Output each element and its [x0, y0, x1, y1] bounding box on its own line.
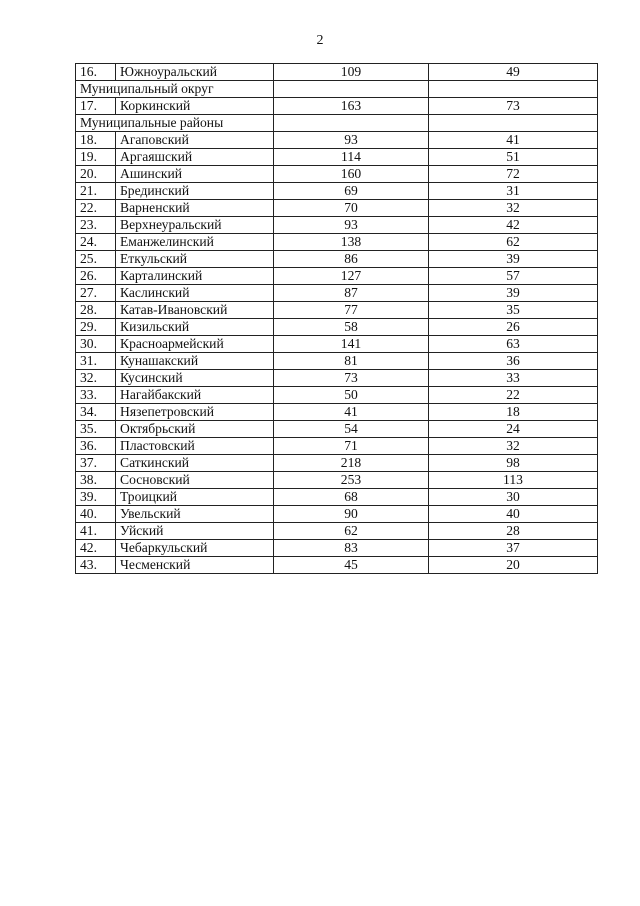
section-row: [76, 115, 598, 132]
district-name-cell: Каслинский: [116, 285, 274, 302]
district-name-cell: Троицкий: [116, 489, 274, 506]
value-1-cell: 73: [274, 370, 429, 387]
table-row: [76, 455, 598, 472]
table-row: [76, 200, 598, 217]
district-name-cell: Агаповский: [116, 132, 274, 149]
value-1-cell: 54: [274, 421, 429, 438]
row-number-cell: 27.: [76, 285, 116, 302]
row-number-cell: 21.: [76, 183, 116, 200]
district-name-cell: Южноуральский: [116, 64, 274, 81]
row-number-cell: 20.: [76, 166, 116, 183]
value-2-cell: 31: [429, 183, 598, 200]
district-name-cell: Брединский: [116, 183, 274, 200]
value-2-cell: 72: [429, 166, 598, 183]
table-row: [76, 251, 598, 268]
district-name-cell: Коркинский: [116, 98, 274, 115]
table-row: [76, 183, 598, 200]
district-name-cell: Аргаяшский: [116, 149, 274, 166]
row-number-cell: 29.: [76, 319, 116, 336]
table-row: [76, 98, 598, 115]
value-1-cell: 90: [274, 506, 429, 523]
value-2-cell: 57: [429, 268, 598, 285]
row-number-cell: 39.: [76, 489, 116, 506]
district-name-cell: Еткульский: [116, 251, 274, 268]
value-1-cell: 81: [274, 353, 429, 370]
row-number-cell: 31.: [76, 353, 116, 370]
table-body: [76, 64, 598, 574]
value-1-cell: 218: [274, 455, 429, 472]
row-number-cell: 30.: [76, 336, 116, 353]
value-2-cell: 28: [429, 523, 598, 540]
data-table: [75, 63, 598, 574]
table-row: [76, 438, 598, 455]
row-number-cell: 25.: [76, 251, 116, 268]
district-name-cell: Чебаркульский: [116, 540, 274, 557]
value-2-cell: 22: [429, 387, 598, 404]
row-number-cell: 17.: [76, 98, 116, 115]
value-2-cell: 24: [429, 421, 598, 438]
district-name-cell: Сосновский: [116, 472, 274, 489]
value-2-cell: 30: [429, 489, 598, 506]
row-number-cell: 38.: [76, 472, 116, 489]
table-row: [76, 302, 598, 319]
district-name-cell: Чесменский: [116, 557, 274, 574]
row-number-cell: 37.: [76, 455, 116, 472]
row-number-cell: 24.: [76, 234, 116, 251]
value-2-cell: 62: [429, 234, 598, 251]
value-2-cell: 113: [429, 472, 598, 489]
empty-cell: [429, 115, 598, 132]
table-row: [76, 472, 598, 489]
value-1-cell: 68: [274, 489, 429, 506]
value-2-cell: 33: [429, 370, 598, 387]
district-name-cell: Еманжелинский: [116, 234, 274, 251]
row-number-cell: 26.: [76, 268, 116, 285]
value-1-cell: 141: [274, 336, 429, 353]
section-label: Муниципальные районы: [76, 115, 274, 132]
row-number-cell: 36.: [76, 438, 116, 455]
value-1-cell: 71: [274, 438, 429, 455]
value-1-cell: 93: [274, 132, 429, 149]
district-name-cell: Нязепетровский: [116, 404, 274, 421]
value-1-cell: 41: [274, 404, 429, 421]
table-row: [76, 353, 598, 370]
value-1-cell: 58: [274, 319, 429, 336]
value-2-cell: 32: [429, 438, 598, 455]
row-number-cell: 16.: [76, 64, 116, 81]
district-name-cell: Кизильский: [116, 319, 274, 336]
district-name-cell: Красноармейский: [116, 336, 274, 353]
value-2-cell: 41: [429, 132, 598, 149]
value-2-cell: 49: [429, 64, 598, 81]
table-row: [76, 285, 598, 302]
table-row: [76, 166, 598, 183]
value-1-cell: 138: [274, 234, 429, 251]
value-1-cell: 83: [274, 540, 429, 557]
table-row: [76, 64, 598, 81]
empty-cell: [274, 81, 429, 98]
section-row: [76, 81, 598, 98]
value-2-cell: 18: [429, 404, 598, 421]
row-number-cell: 42.: [76, 540, 116, 557]
table-row: [76, 132, 598, 149]
value-1-cell: 163: [274, 98, 429, 115]
row-number-cell: 18.: [76, 132, 116, 149]
table-row: [76, 421, 598, 438]
value-2-cell: 98: [429, 455, 598, 472]
value-1-cell: 69: [274, 183, 429, 200]
value-1-cell: 62: [274, 523, 429, 540]
section-label: Муниципальный округ: [76, 81, 274, 98]
table-row: [76, 149, 598, 166]
row-number-cell: 19.: [76, 149, 116, 166]
district-name-cell: Пластовский: [116, 438, 274, 455]
value-2-cell: 36: [429, 353, 598, 370]
value-2-cell: 35: [429, 302, 598, 319]
value-2-cell: 51: [429, 149, 598, 166]
value-1-cell: 160: [274, 166, 429, 183]
district-name-cell: Октябрьский: [116, 421, 274, 438]
table-row: [76, 217, 598, 234]
district-name-cell: Уйский: [116, 523, 274, 540]
value-1-cell: 109: [274, 64, 429, 81]
table-row: [76, 489, 598, 506]
value-2-cell: 20: [429, 557, 598, 574]
table-row: [76, 336, 598, 353]
row-number-cell: 41.: [76, 523, 116, 540]
table-row: [76, 370, 598, 387]
value-2-cell: 40: [429, 506, 598, 523]
table-row: [76, 557, 598, 574]
value-2-cell: 37: [429, 540, 598, 557]
row-number-cell: 34.: [76, 404, 116, 421]
row-number-cell: 33.: [76, 387, 116, 404]
row-number-cell: 28.: [76, 302, 116, 319]
value-2-cell: 39: [429, 251, 598, 268]
value-1-cell: 50: [274, 387, 429, 404]
district-name-cell: Карталинский: [116, 268, 274, 285]
value-2-cell: 32: [429, 200, 598, 217]
district-name-cell: Саткинский: [116, 455, 274, 472]
table-row: [76, 319, 598, 336]
district-name-cell: Верхнеуральский: [116, 217, 274, 234]
district-name-cell: Нагайбакский: [116, 387, 274, 404]
value-1-cell: 77: [274, 302, 429, 319]
table-row: [76, 506, 598, 523]
page-number: 2: [316, 33, 324, 48]
value-1-cell: 45: [274, 557, 429, 574]
row-number-cell: 23.: [76, 217, 116, 234]
value-2-cell: 73: [429, 98, 598, 115]
table-row: [76, 234, 598, 251]
table-row: [76, 523, 598, 540]
district-name-cell: Кунашакский: [116, 353, 274, 370]
table-row: [76, 268, 598, 285]
row-number-cell: 35.: [76, 421, 116, 438]
table-row: [76, 540, 598, 557]
empty-cell: [429, 81, 598, 98]
row-number-cell: 22.: [76, 200, 116, 217]
value-1-cell: 114: [274, 149, 429, 166]
district-name-cell: Кусинский: [116, 370, 274, 387]
value-2-cell: 26: [429, 319, 598, 336]
value-1-cell: 93: [274, 217, 429, 234]
value-2-cell: 39: [429, 285, 598, 302]
district-name-cell: Ашинский: [116, 166, 274, 183]
value-1-cell: 87: [274, 285, 429, 302]
row-number-cell: 40.: [76, 506, 116, 523]
value-2-cell: 42: [429, 217, 598, 234]
district-name-cell: Увельский: [116, 506, 274, 523]
table-row: [76, 387, 598, 404]
row-number-cell: 43.: [76, 557, 116, 574]
table-row: [76, 404, 598, 421]
value-2-cell: 63: [429, 336, 598, 353]
value-1-cell: 127: [274, 268, 429, 285]
empty-cell: [274, 115, 429, 132]
value-1-cell: 86: [274, 251, 429, 268]
value-1-cell: 70: [274, 200, 429, 217]
district-name-cell: Катав-Ивановский: [116, 302, 274, 319]
district-name-cell: Варненский: [116, 200, 274, 217]
value-1-cell: 253: [274, 472, 429, 489]
row-number-cell: 32.: [76, 370, 116, 387]
